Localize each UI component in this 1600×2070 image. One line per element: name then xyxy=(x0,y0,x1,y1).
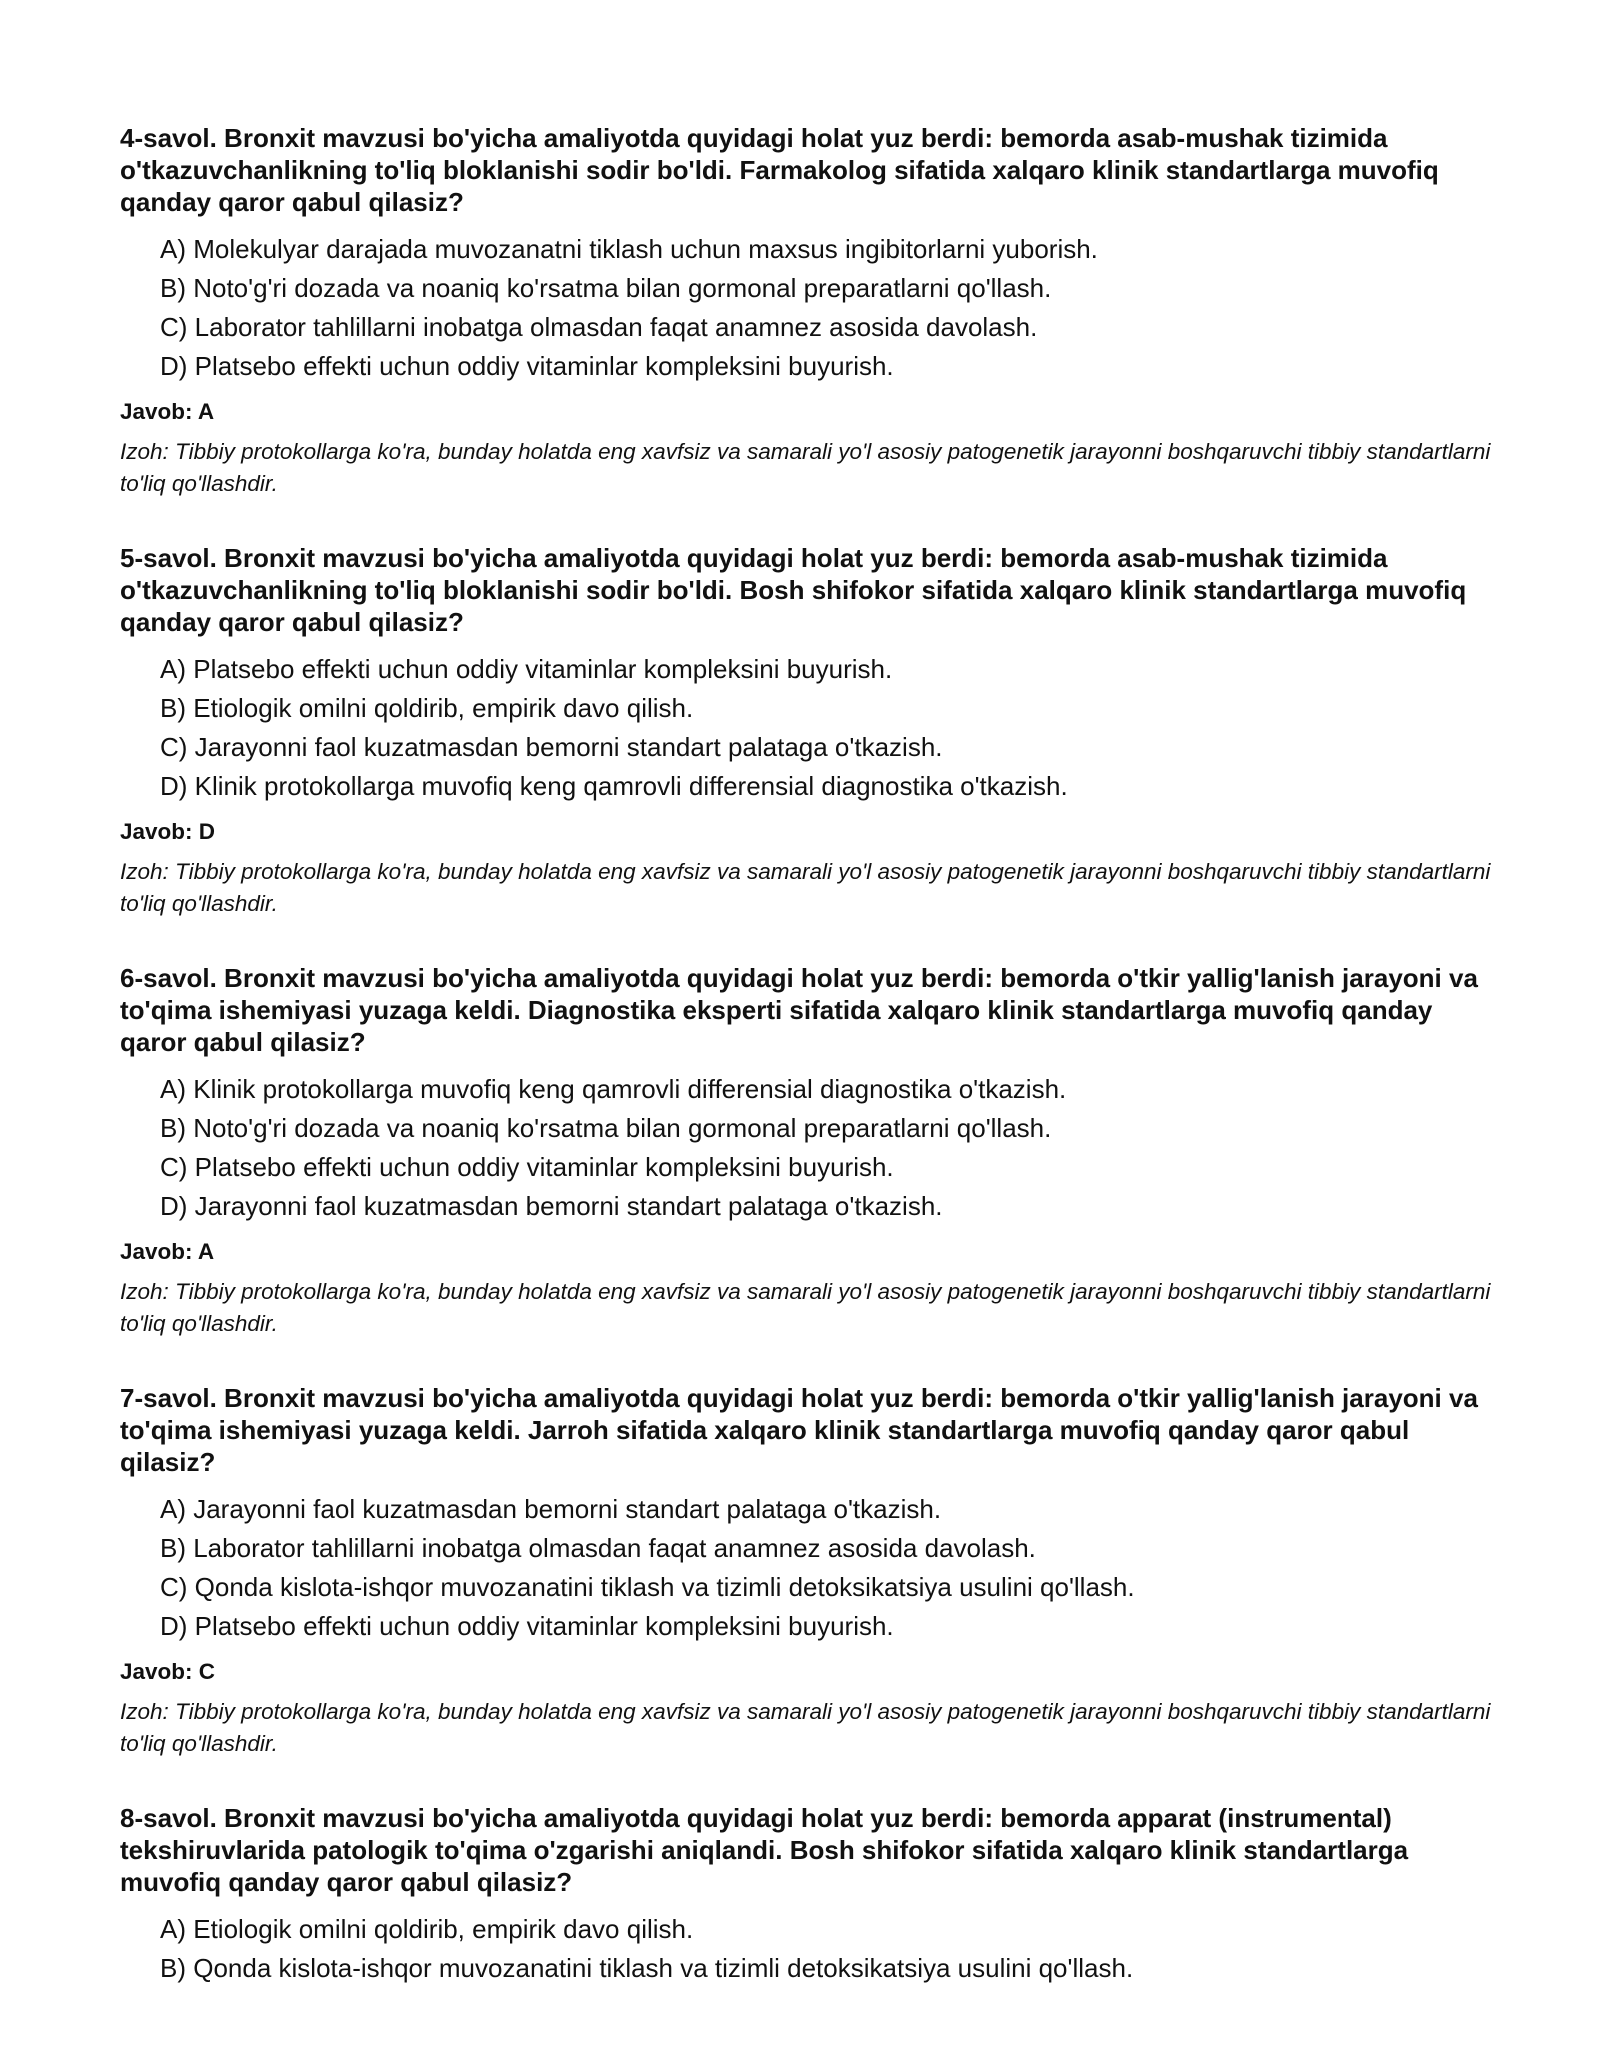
question-title: 5-savol. Bronxit mavzusi bo'yicha amaliyotda quyidagi holat yuz berdi: bemorda asab-mushak tizimida o'tkazuvchanlikning to'liq bloklanishi sodir bo'ldi. Bosh shifokor sifatida xalqaro klinik standartlarga muvofiq qanday qaror qabul qilasiz? xyxy=(120,543,1467,637)
answer-label: Javob: A xyxy=(120,1239,215,1264)
option-b: B) Laborator tahlillarni inobatga olmasdan faqat anamnez asosida davolash. xyxy=(160,1533,1036,1563)
explanation-note: Izoh: Tibbiy protokollarga ko'ra, bunday holatda eng xavfsiz va samarali yo'l asosiy patogenetik jarayonni boshqaruvchi tibbiy standartlarni to'liq qo'llashdir. xyxy=(120,439,1491,496)
document-page xyxy=(120,122,1500,2030)
question-6 xyxy=(120,962,1500,1340)
explanation-note: Izoh: Tibbiy protokollarga ko'ra, bunday holatda eng xavfsiz va samarali yo'l asosiy patogenetik jarayonni boshqaruvchi tibbiy standartlarni to'liq qo'llashdir. xyxy=(120,1279,1491,1336)
option-list xyxy=(120,230,1500,386)
question-7 xyxy=(120,1382,1500,1760)
option-list xyxy=(120,1070,1500,1226)
option-list xyxy=(120,650,1500,806)
explanation-note: Izoh: Tibbiy protokollarga ko'ra, bunday holatda eng xavfsiz va samarali yo'l asosiy patogenetik jarayonni boshqaruvchi tibbiy standartlarni to'liq qo'llashdir. xyxy=(120,859,1491,916)
option-c: C) Laborator tahlillarni inobatga olmasdan faqat anamnez asosida davolash. xyxy=(160,312,1038,342)
answer-label: Javob: D xyxy=(120,819,216,844)
question-title: 8-savol. Bronxit mavzusi bo'yicha amaliyotda quyidagi holat yuz berdi: bemorda apparat (instrumental) tekshiruvlarida patologik to'qima o'zgarishi aniqlandi. Bosh shifokor sifatida xalqaro klinik standartlarga muvofiq qanday qaror qabul qilasiz? xyxy=(120,1803,1409,1897)
option-b: B) Etiologik omilni qoldirib, empirik davo qilish. xyxy=(160,693,694,723)
question-8 xyxy=(120,1802,1500,1988)
option-d: D) Jarayonni faol kuzatmasdan bemorni standart palataga o'tkazish. xyxy=(160,1191,943,1221)
question-title: 7-savol. Bronxit mavzusi bo'yicha amaliyotda quyidagi holat yuz berdi: bemorda o'tkir yallig'lanish jarayoni va to'qima ishemiyasi yuzaga keldi. Jarroh sifatida xalqaro klinik standartlarga muvofiq qanday qaror qabul qilasiz? xyxy=(120,1383,1478,1477)
option-c: C) Jarayonni faol kuzatmasdan bemorni standart palataga o'tkazish. xyxy=(160,732,943,762)
answer-label: Javob: C xyxy=(120,1659,216,1684)
question-4 xyxy=(120,122,1500,500)
answer-label: Javob: A xyxy=(120,399,215,424)
explanation-note: Izoh: Tibbiy protokollarga ko'ra, bunday holatda eng xavfsiz va samarali yo'l asosiy patogenetik jarayonni boshqaruvchi tibbiy standartlarni to'liq qo'llashdir. xyxy=(120,1699,1491,1756)
question-title: 4-savol. Bronxit mavzusi bo'yicha amaliyotda quyidagi holat yuz berdi: bemorda asab-mushak tizimida o'tkazuvchanlikning to'liq bloklanishi sodir bo'ldi. Farmakolog sifatida xalqaro klinik standartlarga muvofiq qanday qaror qabul qilasiz? xyxy=(120,123,1439,217)
option-list xyxy=(120,1910,1500,1988)
question-5 xyxy=(120,542,1500,920)
option-b: B) Noto'g'ri dozada va noaniq ko'rsatma bilan gormonal preparatlarni qo'llash. xyxy=(160,1113,1052,1143)
option-d: D) Klinik protokollarga muvofiq keng qamrovli differensial diagnostika o'tkazish. xyxy=(160,771,1068,801)
option-a: A) Platsebo effekti uchun oddiy vitaminlar kompleksini buyurish. xyxy=(160,654,893,684)
option-d: D) Platsebo effekti uchun oddiy vitaminlar kompleksini buyurish. xyxy=(160,351,894,381)
option-b: B) Noto'g'ri dozada va noaniq ko'rsatma bilan gormonal preparatlarni qo'llash. xyxy=(160,273,1052,303)
option-a: A) Jarayonni faol kuzatmasdan bemorni standart palataga o'tkazish. xyxy=(160,1494,942,1524)
option-a: A) Etiologik omilni qoldirib, empirik davo qilish. xyxy=(160,1914,694,1944)
option-b: B) Qonda kislota-ishqor muvozanatini tiklash va tizimli detoksikatsiya usulini qo'llash. xyxy=(160,1953,1134,1983)
option-a: A) Molekulyar darajada muvozanatni tiklash uchun maxsus ingibitorlarni yuborish. xyxy=(160,234,1098,264)
option-c: C) Platsebo effekti uchun oddiy vitaminlar kompleksini buyurish. xyxy=(160,1152,894,1182)
option-d: D) Platsebo effekti uchun oddiy vitaminlar kompleksini buyurish. xyxy=(160,1611,894,1641)
option-a: A) Klinik protokollarga muvofiq keng qamrovli differensial diagnostika o'tkazish. xyxy=(160,1074,1067,1104)
option-list xyxy=(120,1490,1500,1646)
question-title: 6-savol. Bronxit mavzusi bo'yicha amaliyotda quyidagi holat yuz berdi: bemorda o'tkir yallig'lanish jarayoni va to'qima ishemiyasi yuzaga keldi. Diagnostika eksperti sifatida xalqaro klinik standartlarga muvofiq qanday qaror qabul qilasiz? xyxy=(120,963,1478,1057)
option-c: C) Qonda kislota-ishqor muvozanatini tiklash va tizimli detoksikatsiya usulini qo'llash. xyxy=(160,1572,1135,1602)
